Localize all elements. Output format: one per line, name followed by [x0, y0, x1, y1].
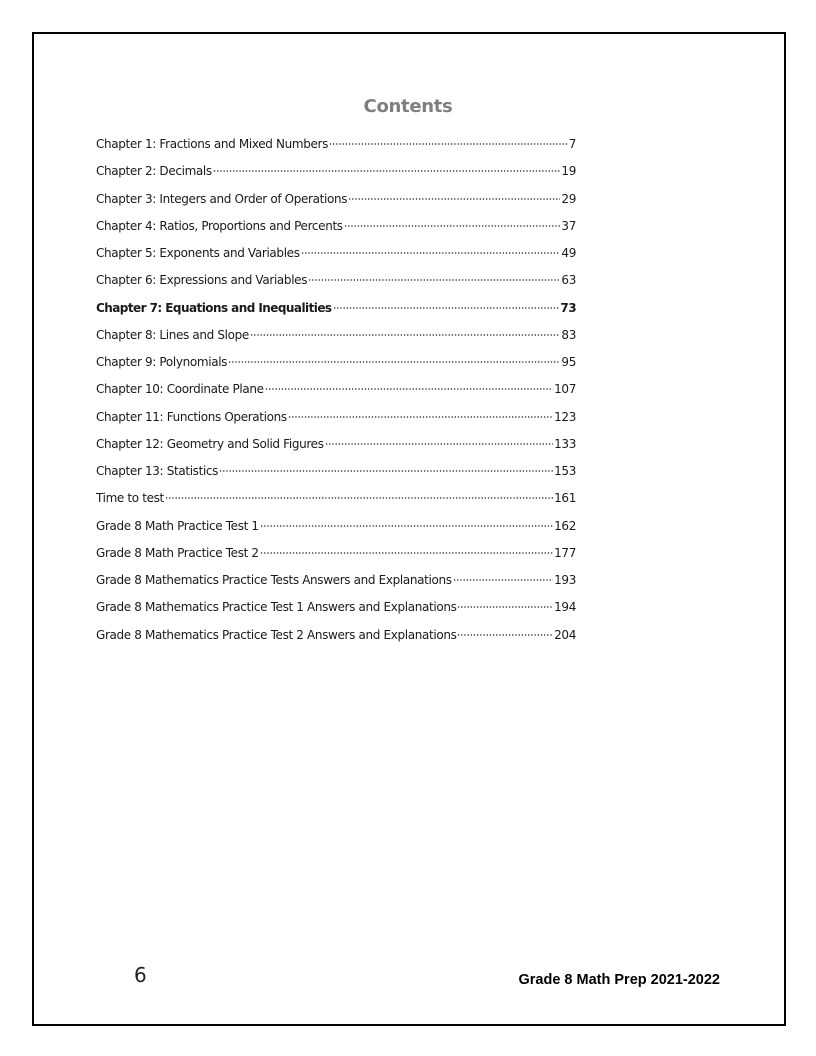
toc-entry-label: Grade 8 Math Practice Test 2 [96, 545, 259, 560]
toc-leader-dots [165, 497, 553, 499]
toc-entry-label: Chapter 2: Decimals [96, 164, 212, 179]
toc-entry-page: 123 [554, 409, 576, 424]
toc-entry-label: Chapter 3: Integers and Order of Operations [96, 191, 348, 206]
toc-entry-page: 194 [554, 600, 576, 615]
toc-entry-page: 73 [560, 300, 576, 315]
toc-entry[interactable] [96, 437, 576, 464]
toc-leader-dots [333, 307, 560, 309]
toc-entry-page: 83 [561, 327, 576, 342]
footer-book-title: Grade 8 Math Prep 2021-2022 [518, 972, 720, 988]
toc-entry[interactable] [96, 546, 576, 573]
toc-entry[interactable] [96, 519, 576, 546]
toc-entry[interactable] [96, 410, 576, 437]
toc-entry-label: Chapter 7: Equations and Inequalities [96, 300, 332, 315]
toc-entry-page: 177 [554, 545, 576, 560]
toc-entry[interactable] [96, 491, 576, 518]
toc-entry-label: Chapter 6: Expressions and Variables [96, 273, 308, 288]
toc-leader-dots [260, 525, 553, 527]
toc-leader-dots [260, 552, 553, 554]
toc-entry-page: 19 [561, 164, 576, 179]
page-title: Contents [363, 96, 453, 117]
toc-entry-label: Grade 8 Mathematics Practice Test 2 Answers and Explanations [96, 627, 457, 642]
toc-entry-page: 107 [554, 382, 576, 397]
toc-entry-label: Chapter 13: Statistics [96, 464, 219, 478]
toc-entry-page: 7 [568, 137, 576, 151]
toc-leader-dots [288, 416, 553, 418]
toc-entry[interactable] [96, 355, 576, 382]
toc-entry-label: Grade 8 Mathematics Practice Test 1 Answers and Explanations [96, 600, 457, 615]
toc-leader-dots [348, 198, 560, 200]
toc-leader-dots [265, 388, 554, 390]
toc-entry-page: 204 [554, 627, 576, 642]
toc-entry[interactable] [96, 382, 576, 409]
toc-entry[interactable] [96, 573, 576, 600]
toc-leader-dots [250, 334, 560, 336]
toc-leader-dots [457, 634, 553, 636]
toc-leader-dots [329, 143, 568, 145]
toc-entry-page: 133 [554, 436, 576, 451]
toc-entry-label: Chapter 8: Lines and Slope [96, 327, 249, 342]
toc-entry-label: Chapter 12: Geometry and Solid Figures [96, 436, 324, 451]
toc-entry[interactable] [96, 328, 576, 355]
toc-entry-page: 37 [561, 218, 576, 233]
toc-leader-dots [325, 443, 554, 445]
toc-entry-page: 63 [561, 273, 576, 288]
toc-leader-dots [219, 470, 553, 472]
toc-entry[interactable] [96, 273, 576, 300]
toc-leader-dots [301, 252, 561, 254]
toc-entry[interactable] [96, 164, 576, 191]
toc-entry[interactable] [96, 192, 576, 219]
toc-entry-label: Chapter 11: Functions Operations [96, 409, 287, 424]
toc-entry-label: Chapter 4: Ratios, Proportions and Percents [96, 218, 343, 233]
toc-entry-current[interactable] [96, 301, 576, 328]
toc-entry-page: 193 [554, 573, 576, 587]
toc-entry[interactable] [96, 464, 576, 491]
toc-leader-dots [213, 170, 561, 172]
toc-leader-dots [308, 279, 560, 281]
toc-entry-page: 162 [554, 518, 576, 533]
toc-entry-page: 29 [561, 191, 576, 206]
toc-entry-page: 49 [561, 246, 576, 260]
footer-page-number: 6 [134, 963, 147, 987]
toc-entry-page: 95 [561, 355, 576, 369]
toc-entry-page: 153 [554, 464, 576, 478]
toc-entry[interactable] [96, 137, 576, 164]
toc-leader-dots [344, 225, 561, 227]
toc-entry-label: Grade 8 Mathematics Practice Tests Answers and Explanations [96, 573, 452, 587]
toc-entry[interactable] [96, 628, 576, 655]
toc-entry-label: Chapter 9: Polynomials [96, 355, 228, 369]
toc-entry-label: Grade 8 Math Practice Test 1 [96, 518, 259, 533]
toc-entry[interactable] [96, 219, 576, 246]
toc-entry-page: 161 [554, 491, 576, 506]
toc-entry-label: Chapter 5: Exponents and Variables [96, 246, 300, 260]
toc-leader-dots [228, 361, 560, 363]
toc-leader-dots [457, 606, 553, 608]
toc-entry-label: Chapter 10: Coordinate Plane [96, 382, 264, 397]
toc-entry[interactable] [96, 246, 576, 273]
toc-leader-dots [453, 579, 554, 581]
toc-entry[interactable] [96, 600, 576, 627]
table-of-contents [96, 137, 576, 655]
toc-entry-label: Chapter 1: Fractions and Mixed Numbers [96, 137, 329, 151]
toc-entry-label: Time to test [96, 491, 164, 506]
